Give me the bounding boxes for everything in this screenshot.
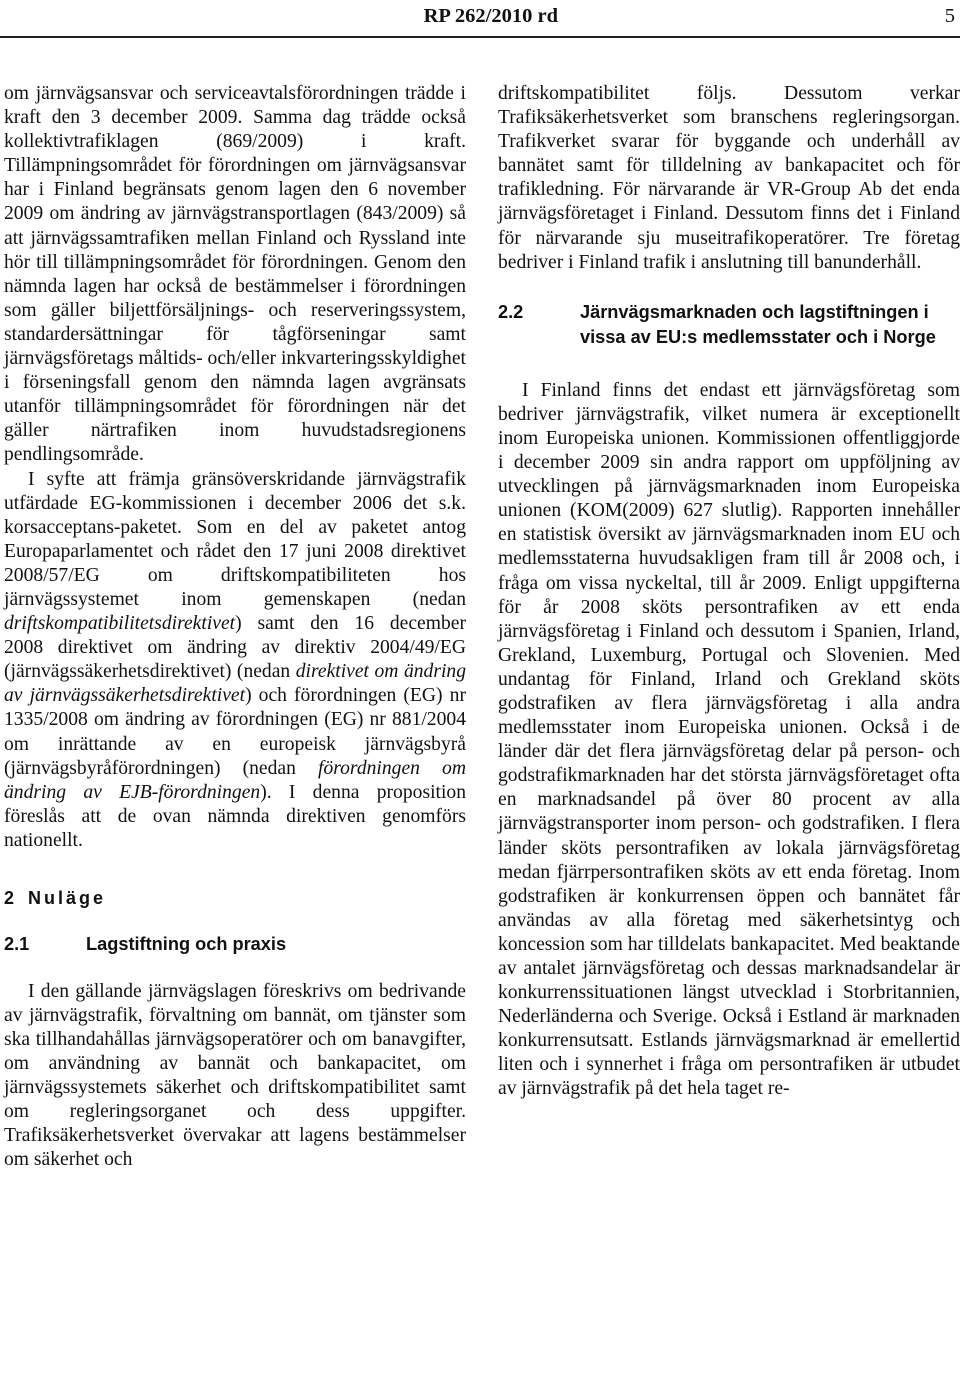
subsection-number: 2.1 — [4, 934, 30, 954]
left-paragraph-2-text-b: ) samt den 16 december 2008 direktivet om ändring av direktiv 2004/49/EG (järnvägssäkerhetsdirektivet) (nedan — [4, 613, 466, 683]
subsection-title: Lagstiftning och praxis — [86, 934, 287, 954]
subsection-title: Järnvägsmarknaden och lagstiftningen i vissa av EU:s medlemsstater och i Norge — [580, 301, 936, 348]
right-paragraph-1: driftskompatibilitet följs. Dessutom verkar Trafiksäkerhetsverket som branschens regleringsorgan. Trafikverket svarar för byggande och underhåll av bannätet samt för tilldelning av bankapacitet och för trafikledning. För närvarande är VR-Group Ab det enda järnvägsföretaget i Finland. Dessutom finns det i Finland för närvarande sju museitrafikoperatörer. Tre företag bedriver i Finland trafik i anslutning till banunderhåll. — [498, 83, 960, 273]
subsection-number: 2.2 — [498, 301, 524, 322]
left-column — [4, 82, 466, 1172]
term-direktivet-om-andring: direktivet om ändring av järnvägssäkerhetsdirektivet — [4, 661, 466, 707]
left-paragraph-2-text-c: ) och förordningen (EG) nr 1335/2008 om ändring av förordningen (EG) nr 881/2004 om inrättande av en europeisk järnvägsbyrå (järnvägsbyråförordningen) (nedan — [4, 685, 466, 779]
header-rule — [0, 36, 960, 38]
left-paragraph-1: om järnvägsansvar och serviceavtalsförordningen trädde i kraft den 3 december 2009. Samma dag trädde också kollektivtrafiklagen (869/2009) i kraft. Tillämpningsområdet för förordningen om järnvägsansvar har i Finland begränsats genom lagen den 6 november 2009 om ändring av järnvägstransportlagen (843/2009) så att järnvägssamtrafiken mellan Finland och Ryssland inte hör till tillämpningsområdet för förordningen. Genom den nämnda lagen har också de bestämmelser i förordningen som gäller biljettförsäljnings- och reserveringssystem, standardersättningar för tågförseningar samt järnvägsföretags måltids- och/eller inkvarteringsskyldighet i förseningsfall genom den nämnda lagen avgränsats utanför tillämpningsområdet för förordningen när det gäller närtrafiken inom huvudstadsregionens pendlingsområde. — [4, 83, 466, 466]
left-paragraph-3: I den gällande järnvägslagen föreskrivs om bedrivande av järnvägstrafik, förvaltning om bannät, om tjänster som ska tillhandahållas järnvägsoperatörer och om banavgifter, om användning av bannät och bankapacitet, om järnvägssystemets säkerhet och driftskompatibilitet samt om regleringsorganet och dess uppgifter. Trafiksäkerhetsverket övervakar att lagens bestämmelser om säkerhet och — [4, 980, 466, 1171]
right-paragraph-2: I Finland finns det endast ett järnvägsföretag som bedriver järnvägstrafik, vilket numera är exceptionellt inom Europeiska unionen. Kommissionen offentliggjorde i december 2009 sin andra rapport om uppföljning av utvecklingen på järnvägsmarknaden inom Europeiska unionen (KOM(2009) 627 slutlig). Rapporten innehåller en statistisk översikt av järnvägsmarknaden inom EU och medlemsstaterna huvudsakligen fram till år 2008 och, i fråga om vissa nyckeltal, till år 2009. Enligt uppgifterna för år 2008 sköts persontrafiken av ett enda järnvägsföretag i Finland och dessutom i Spanien, Irland, Grekland, Luxemburg, Portugal och Slovenien. Med undantag för Finland, Irland och Grekland sköts godstrafiken av flera järnvägsföretag i alla andra medlemsstater inom Europeiska unionen. Också i de länder där det flera järnvägsföretag delar på person- och godstrafikmarknaden har det största järnvägsföretaget ofta en marknadsandel på över 80 procent av alla järnvägstransporter inom person- och godstrafiken. I flera länder sköts persontrafiken av lokala järnvägsföretag medan fjärrpersontrafiken sköts av ett enda företag. Inom godstrafiken är konkurrensen öppen och bannätet får användas av alla företag med säkerhetsintyg och koncession som har tilldelats bankapacitet. Med beaktande av antalet järnvägsföretag och dessas marknadsandelar är konkurrenssituationen längst utvecklad i Storbritannien, Nederländerna och Sverige. Också i Estland är marknaden konkurrensutsatt. Estlands järnvägsmarknad är emellertid liten och i synnerhet i fråga om persontrafiken är utbudet av järnvägstrafik på det hela taget re- — [498, 379, 960, 1100]
section-title: Nuläge — [28, 888, 107, 908]
subsection-heading-2-2 — [498, 300, 960, 351]
document-id: RP 262/2010 rd — [423, 5, 558, 27]
term-driftskompatibilitetsdirektivet: driftskompatibilitetsdirektivet — [4, 613, 236, 635]
section-number: 2 — [4, 888, 15, 908]
subsection-heading-2-1 — [4, 932, 466, 958]
left-paragraph-2-text-a: I syfte att främja gränsöverskridande järnvägstrafik utfärdade EG-kommissionen i december 2006 det s.k. korsacceptans-paketet. Som en del av paketet antog Europaparlamentet och rådet den 17 juni 2008 direktivet 2008/57/EG om driftskompatibiliteten hos järnvägssystemet inom gemenskapen (nedan — [4, 468, 466, 610]
section-heading-2 — [4, 886, 466, 910]
left-paragraph-2 — [4, 468, 466, 854]
right-column — [498, 82, 960, 1102]
page-number: 5 — [944, 5, 955, 27]
left-paragraph-2-text-d: ). I denna proposition föreslås att de ovan nämnda direktiven genomförs nationellt. — [4, 781, 466, 851]
running-header — [0, 3, 960, 33]
term-forordningen-om-andring: förordningen om ändring av EJB-förordningen — [4, 757, 466, 803]
